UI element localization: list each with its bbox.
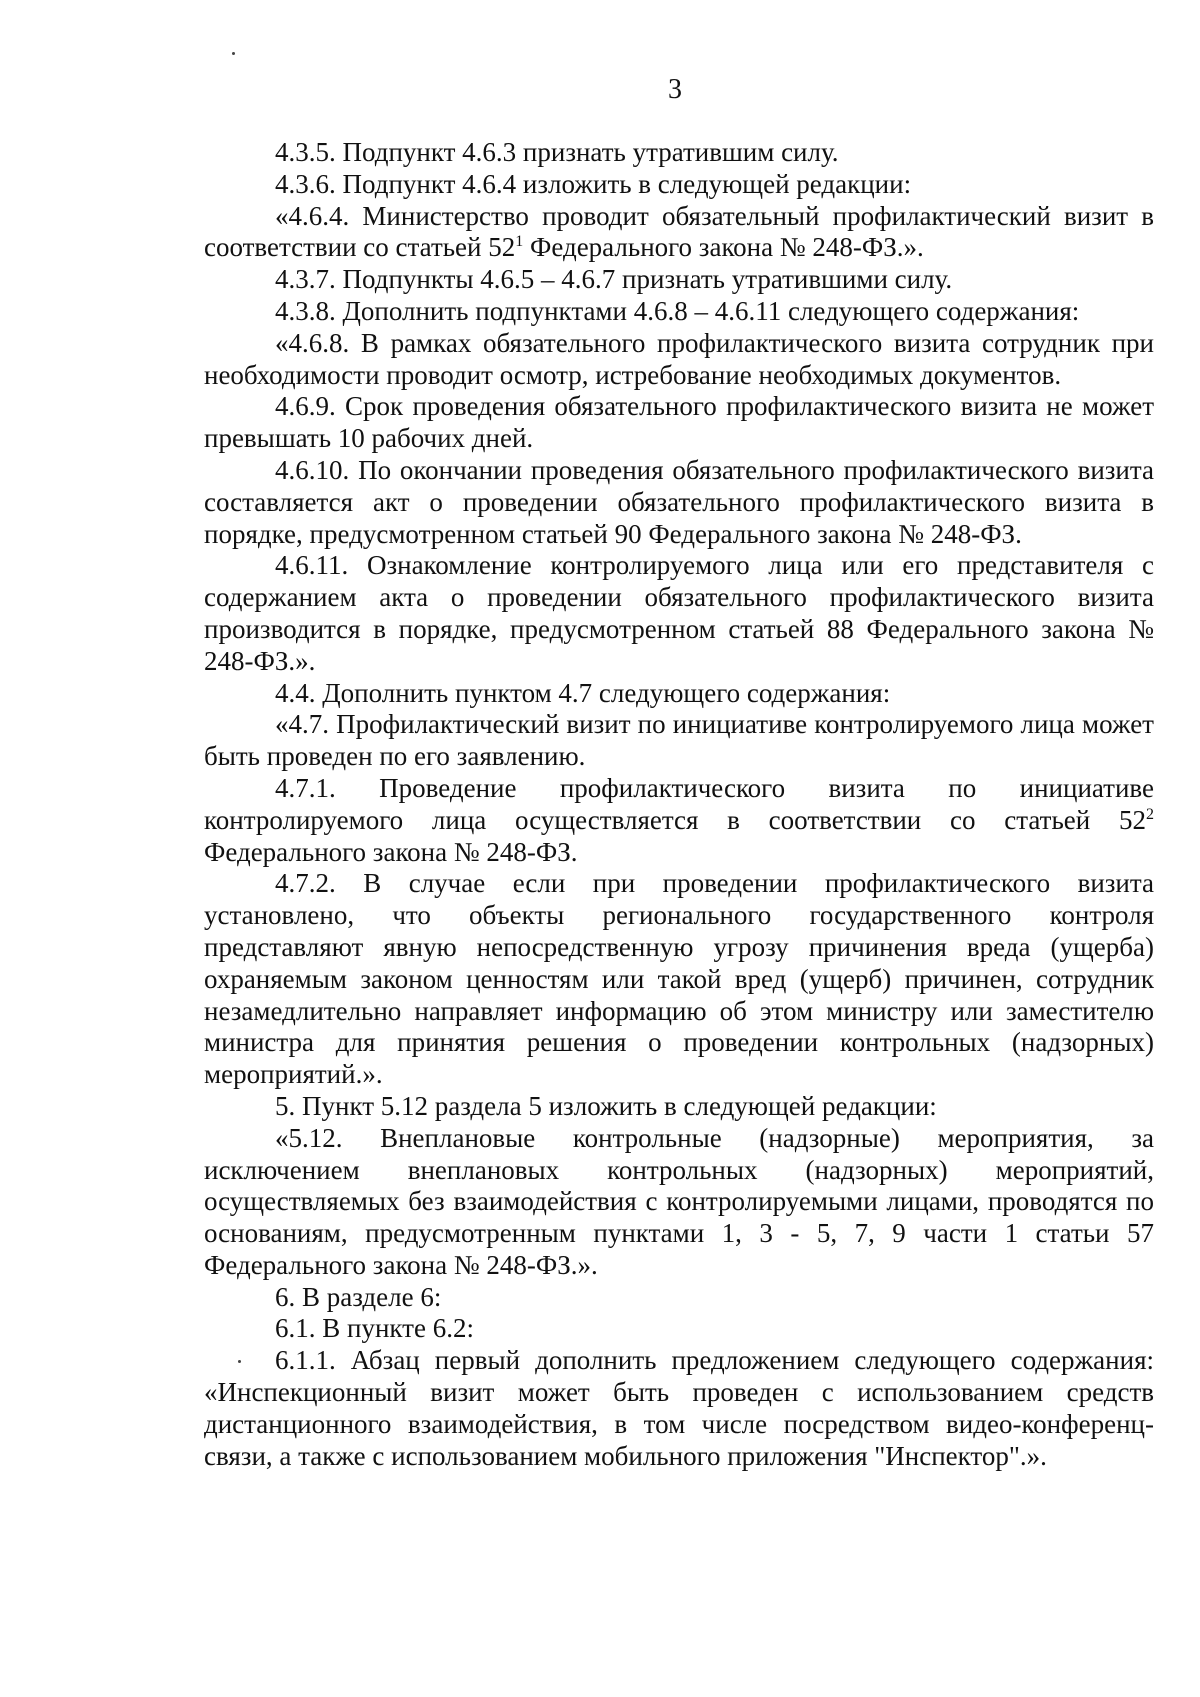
superscript-index: 2 (1146, 805, 1154, 823)
paragraph-6: 6. В разделе 6: (275, 1281, 442, 1312)
paragraph-4-3-6: 4.3.6. Подпункт 4.6.4 изложить в следующей редакции: (275, 168, 912, 199)
paragraph-4-7-2: 4.7.2. В случае если при проведении профилактического визита установлено, что объекты регионального государственного контроля представляют явную непосредственную угрозу причинения вреда (ущерба) охраняемым законом ценностям или такой вред (ущерб) причинен, сотрудник незамедлительно направляет информацию об этом министру или заместителю министра для принятия решения о проведении контрольных (надзорных) мероприятий.». (204, 868, 1154, 1090)
paragraph-4-6-8: «4.6.8. В рамках обязательного профилактического визита сотрудник при необходимости проводит осмотр, истребование необходимых документов. (204, 327, 1154, 390)
paragraph-4-7-1: 4.7.1. Проведение профилактического визита по инициативе контролируемого лица осуществляется в соответствии со статьей $52^2$ Федерального закона № 248-ФЗ. (204, 772, 1154, 867)
page-number: 3 (668, 74, 682, 105)
paragraph-6-1-1: 6.1.1. Абзац первый дополнить предложением следующего содержания: «Инспекционный визит может быть проведен с использованием средств дистанционного взаимодействия, в том числе посредством видео-конференц-связи, а также с использованием мобильного приложения "Инспектор".». (204, 1345, 1154, 1471)
document-body (204, 137, 1154, 1472)
paragraph-5-12: «5.12. Внеплановые контрольные (надзорные) мероприятия, за исключением внеплановых контрольных (надзорных) мероприятий, осуществляемых без взаимодействия с контролируемыми лицами, проводятся по основаниям, предусмотренным пунктами 1, 3 - 5, 7, 9 части 1 статьи 57 Федерального закона № 248-ФЗ.». (204, 1122, 1154, 1280)
superscript-index: 1 (515, 233, 524, 251)
paragraph-4-6-4: «4.6.4. Министерство проводит обязательный профилактический визит в соответствии со статьей $52^1$ Федерального закона № 248-ФЗ.». (204, 200, 1154, 263)
paragraph-4-6-11: 4.6.11. Ознакомление контролируемого лица или его представителя с содержанием акта о проведении обязательного профилактического визита производится в порядке, предусмотренном статьей 88 Федерального закона № 248-ФЗ.». (204, 550, 1154, 676)
paragraph-6-1: 6.1. В пункте 6.2: (275, 1313, 474, 1344)
paragraph-4-7: «4.7. Профилактический визит по инициативе контролируемого лица может быть проведен по его заявлению. (204, 709, 1154, 772)
paragraph-4-6-9: 4.6.9. Срок проведения обязательного профилактического визита не может превышать 10 рабочих дней. (204, 391, 1154, 454)
paragraph-4-6-10: 4.6.10. По окончании проведения обязательного профилактического визита составляется акт о проведении обязательного профилактического визита в порядке, предусмотренном статьей 90 Федерального закона № 248-ФЗ. (204, 454, 1154, 549)
paragraph-4-3-5: 4.3.5. Подпункт 4.6.3 признать утратившим силу. (275, 137, 839, 167)
scan-speck (232, 52, 235, 55)
paragraph-4-3-8: 4.3.8. Дополнить подпунктами 4.6.8 – 4.6.11 следующего содержания: (275, 295, 1080, 326)
paragraph-4-4: 4.4. Дополнить пунктом 4.7 следующего содержания: (275, 677, 891, 708)
paragraph-4-3-7: 4.3.7. Подпункты 4.6.5 – 4.6.7 признать утратившими силу. (275, 264, 953, 295)
paragraph-5: 5. Пункт 5.12 раздела 5 изложить в следующей редакции: (275, 1090, 937, 1121)
